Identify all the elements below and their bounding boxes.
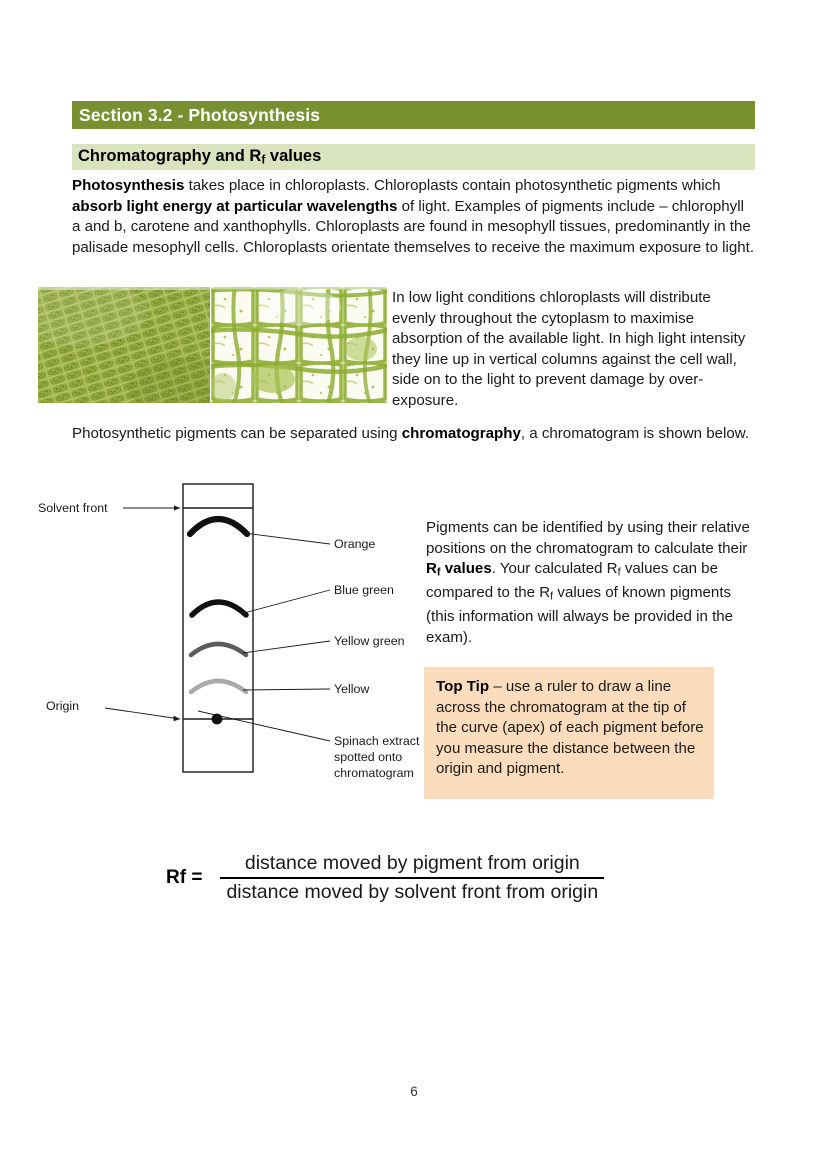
leaf-epidermis-micrograph [38, 287, 210, 403]
pigment-label-yellow: Yellow [334, 682, 370, 696]
intro-bold-photosynthesis: Photosynthesis [72, 177, 185, 194]
pigment-label-yellow-green: Yellow green [334, 634, 405, 648]
intro-text-1: takes place in chloroplasts. Chloroplasts contain photosynthetic pigments which [184, 177, 721, 194]
pigments-identification-paragraph [426, 518, 756, 648]
top-tip-body: – use a ruler to draw a line across the chromatogram at the tip of the curve (apex) of each pigment before you measure the distance between the origin and pigment. [436, 678, 704, 778]
pigments-bold-values: values [440, 560, 492, 578]
rf-formula-fraction [220, 852, 604, 904]
section-heading-bar [72, 101, 755, 129]
pigments-subscript-3: f [550, 590, 554, 603]
pigment-label-orange: Orange [334, 537, 376, 551]
top-tip-callout [424, 667, 714, 799]
chromatography-intro-paragraph [72, 424, 756, 445]
subsection-title [72, 147, 321, 167]
rf-formula [166, 852, 604, 904]
pigments-subscript-2: f [617, 566, 621, 579]
page-title: Section 3.2 - Photosynthesis [79, 104, 321, 125]
chroma-intro-text-2: , a chromatogram is shown below. [520, 425, 750, 442]
pigments-text-4: values of known pigments (this information will always be provided in the exam). [426, 584, 734, 646]
intro-paragraph [72, 176, 756, 258]
rf-formula-denominator: distance moved by solvent front from origin [226, 881, 599, 903]
mesophyll-cells-micrograph [211, 287, 387, 403]
pigments-bold-subscript: f [436, 566, 441, 579]
intro-bold-absorb-light: absorb light energy at particular wavelengths [72, 197, 398, 215]
subsection-heading-bar [72, 144, 755, 170]
subsection-title-subscript: f [261, 152, 266, 167]
origin-label: Origin [46, 699, 80, 713]
spinach-extract-label-line-2: spotted onto [334, 750, 403, 764]
pigments-text-3: values can be compared to the R [426, 560, 718, 602]
rf-formula-numerator: distance moved by pigment from origin [244, 852, 580, 874]
subsection-title-pre: Chromatography and R [78, 147, 262, 166]
chromatogram-diagram [30, 478, 430, 788]
rf-formula-lhs: Rf = [166, 867, 203, 888]
pigments-text-2: . Your calculated R [491, 560, 618, 578]
spinach-extract-label-line-1: Spinach extract [334, 734, 420, 748]
chroma-intro-bold: chromatography [401, 425, 521, 442]
pigments-bold-rf-values [426, 560, 492, 577]
chroma-intro-text-1: Photosynthetic pigments can be separated using [72, 425, 402, 442]
subsection-title-post: values [265, 147, 322, 166]
solvent-front-label: Solvent front [38, 501, 108, 515]
top-tip-heading: Top Tip [436, 678, 490, 695]
page-number: 6 [410, 1084, 418, 1099]
intro-text-2: of light. Examples of pigments include – chlorophyll a and b, carotene and xanthophylls. Chloroplasts are found in mesophyll tissues, predominantly in the palisade mesophyll cells. Chloroplasts orientate themselves to receive the maximum exposure to light. [72, 197, 755, 256]
pigments-text-1: Pigments can be identified by using their relative positions on the chromatogram to calculate their [426, 519, 750, 557]
spinach-extract-label-line-3: chromatogram [334, 766, 414, 780]
images-side-paragraph: In low light conditions chloroplasts will distribute evenly throughout the cytoplasm to maximise absorption of the available light. In high light intensity they line up in vertical columns against the cell wall, side on to the light to prevent damage by over-exposure. [392, 289, 746, 409]
pigment-label-blue-green: Blue green [334, 583, 394, 597]
top-tip-text [436, 677, 704, 780]
pigments-bold-r: R [426, 560, 437, 578]
